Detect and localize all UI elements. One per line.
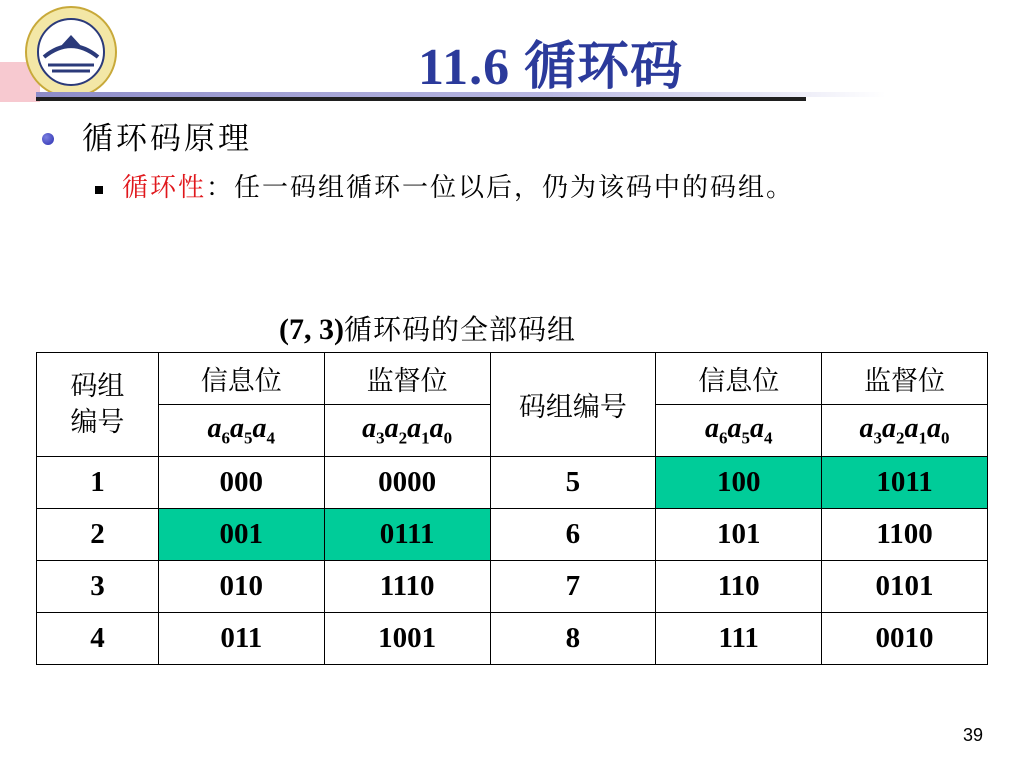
symbol-info-bits-2: $a_6a_5a_4$ [656, 405, 822, 457]
table-caption [279, 308, 576, 348]
symbol-check-bits-2: $a_3a_2a_1a_0$ [822, 405, 988, 457]
cell-check-2: 1100 [822, 509, 988, 561]
header-check-bits-2: 监督位 [822, 353, 988, 405]
table-row [37, 561, 988, 613]
cell-group-no-2: 6 [490, 509, 656, 561]
term-colon: ： [206, 173, 235, 203]
page-number: 39 [963, 725, 984, 745]
symbol-check-bits: $a_3a_2a_1a_0$ [324, 405, 490, 457]
cell-info-2-highlighted: 100 [656, 457, 822, 509]
cell-group-no-2: 8 [490, 613, 656, 665]
university-logo [24, 5, 118, 99]
symbol-info-bits: $a_6a_5a_4$ [158, 405, 324, 457]
cell-info-2: 111 [656, 613, 822, 665]
header-info-bits-2: 信息位 [656, 353, 822, 405]
cell-group-no-2: 5 [490, 457, 656, 509]
bullet-level1-text: 循环码原理 [82, 121, 252, 157]
cell-check: 0000 [324, 457, 490, 509]
header-check-bits: 监督位 [324, 353, 490, 405]
cell-check-highlighted: 0111 [324, 509, 490, 561]
cell-group-no: 4 [37, 613, 159, 665]
caption-code-params: (7, 3) [279, 313, 344, 346]
table-row [37, 457, 988, 509]
cell-check: 1001 [324, 613, 490, 665]
cell-info-2: 110 [656, 561, 822, 613]
bullet-level2-text [122, 168, 962, 208]
header-info-bits: 信息位 [158, 353, 324, 405]
cell-check: 1110 [324, 561, 490, 613]
header-group-no-text: 码组编号 [70, 370, 125, 438]
cell-group-no-2: 7 [490, 561, 656, 613]
cell-info: 000 [158, 457, 324, 509]
table-header-row [37, 353, 988, 405]
cell-check-2-highlighted: 1011 [822, 457, 988, 509]
header-group-no [37, 353, 159, 457]
cell-info: 010 [158, 561, 324, 613]
term-cyclic: 循环性 [122, 173, 207, 203]
cell-check-2: 0010 [822, 613, 988, 665]
cell-group-no: 3 [37, 561, 159, 613]
caption-text: 循环码的全部码组 [343, 313, 576, 346]
definition-text: 任一码组循环一位以后，仍为该码中的码组。 [234, 173, 795, 203]
square-bullet-icon [95, 186, 103, 194]
cell-info-highlighted: 001 [158, 509, 324, 561]
header-group-no-2: 码组编号 [490, 353, 656, 457]
cell-info-2: 101 [656, 509, 822, 561]
cell-group-no: 1 [37, 457, 159, 509]
table-row [37, 613, 988, 665]
bullet-icon [42, 133, 54, 145]
cell-info: 011 [158, 613, 324, 665]
codeword-table [36, 352, 988, 665]
cell-check-2: 0101 [822, 561, 988, 613]
cell-group-no: 2 [37, 509, 159, 561]
table-row [37, 509, 988, 561]
slide-title: 11.6 循环码 [418, 39, 684, 96]
